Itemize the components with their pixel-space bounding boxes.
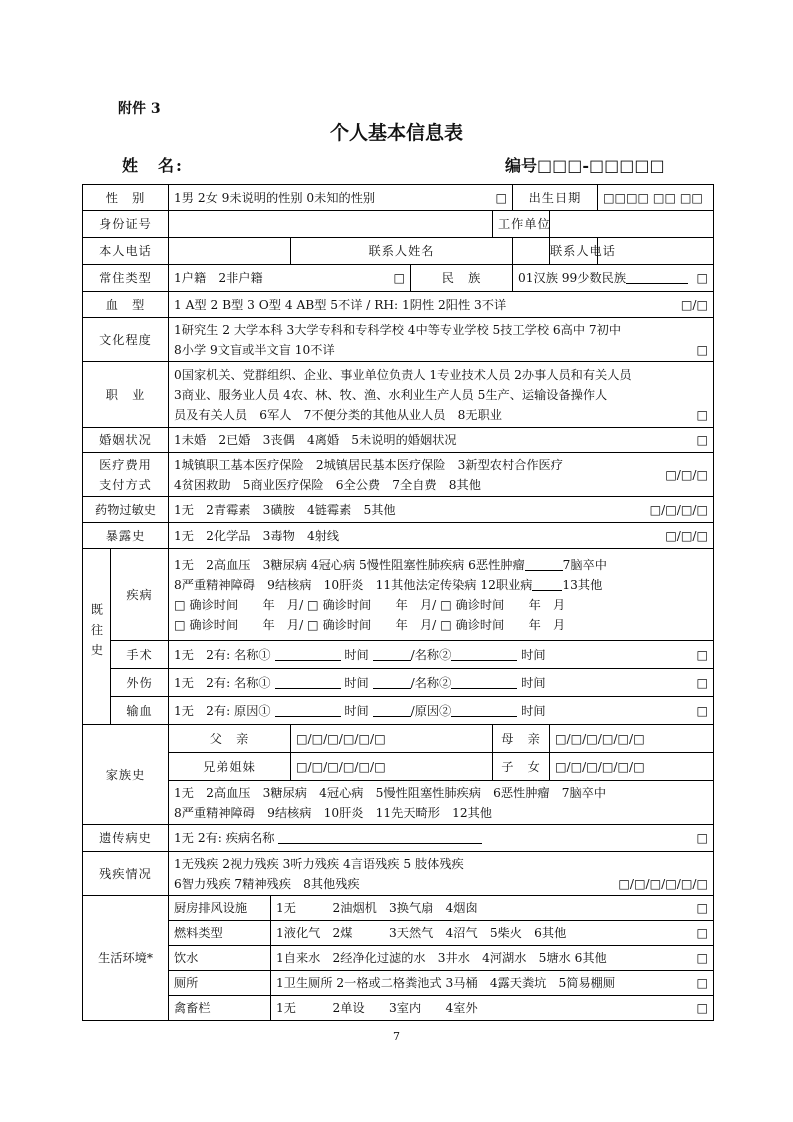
education-options[interactable] [169,318,714,362]
payment-options[interactable] [169,453,714,497]
ethnicity-options[interactable] [513,265,714,292]
env-item-label-1: 燃料类型 [169,921,271,946]
genetic-options-text: 1无 2有: 疾病名称 [174,831,275,845]
family-line-1: 1无 2高血压 3糖尿病 4冠心病 5慢性阻塞性肺疾病 6恶性肿瘤 7脑卒中 [174,785,607,800]
exposure-label: 暴露史 [83,523,169,549]
gender-label: 性 别 [83,185,169,211]
transfusion-text-4: 时间 [521,703,546,718]
transfusion-text-1: 1无 2有: 原因① [174,703,271,718]
trauma-text-2: 时间 [344,675,369,690]
payment-checkbox[interactable]: □/□/□ [665,467,708,482]
row-phone [83,238,714,265]
row-genetic [83,825,714,852]
blood-label: 血 型 [83,292,169,318]
row-residence [83,265,714,292]
genetic-label: 遗传病史 [83,825,169,852]
disability-line-2-wrap [174,874,708,894]
surgery-options[interactable] [169,641,714,669]
env-item-options-0[interactable] [271,896,714,921]
allergy-label: 药物过敏史 [83,497,169,523]
env-item-text-1: 1液化气 2煤 3天然气 4沼气 5柴火 6其他 [276,926,567,940]
row-env-livestock [83,996,714,1021]
blood-options[interactable] [169,292,714,318]
ethnicity-options-text: 01汉族 99少数民族 [518,271,627,285]
trauma-options[interactable] [169,669,714,697]
row-env-toilet [83,971,714,996]
education-line-2: 8小学 9文盲或半文盲 10不详 [174,342,335,357]
occupation-line-3-wrap [174,405,708,425]
work-field[interactable] [550,211,714,238]
row-occupation [83,362,714,428]
row-payment [83,453,714,497]
genetic-options[interactable] [169,825,714,852]
env-item-checkbox-1[interactable]: □ [696,926,708,940]
transfusion-options[interactable] [169,697,714,725]
mother-boxes[interactable]: □/□/□/□/□/□ [550,725,714,753]
code-label: 编号□□□-□□□□□ [505,156,665,175]
form-title: 个人基本信息表 [329,122,463,144]
disease-occupational-underline[interactable] [532,578,562,591]
transfusion-reason2-field[interactable] [451,704,517,717]
residence-options[interactable] [169,265,411,292]
allergy-options-text: 1无 2青霉素 3磺胺 4链霉素 5其他 [174,502,396,517]
education-line-1: 1研究生 2 大学本科 3大学专科和专科学校 4中等专业学校 5技工学校 6高中 7初中 [174,322,622,337]
disease-line-1a: 1无 2高血压 3糖尿病 4冠心病 5慢性阻塞性肺疾病 6恶性肿瘤 [174,557,525,572]
marital-options[interactable] [169,428,714,453]
family-label: 家族史 [83,725,169,825]
diag-line-2[interactable]: □ 确诊时间 年 月/ □ 确诊时间 年 月/ □ 确诊时间 年 月 [174,617,566,632]
trauma-time1-field[interactable] [373,676,411,689]
residence-options-text: 1户籍 2非户籍 [174,271,263,285]
env-item-label-0: 厨房排风设施 [169,896,271,921]
residence-label: 常住类型 [83,265,169,292]
contact-name-field[interactable] [513,238,550,265]
env-item-text-3: 1卫生厕所 2一格或二格粪池式 3马桶 4露天粪坑 5简易棚厕 [276,976,616,990]
contact-name-label: 联系人姓名 [291,238,513,265]
env-item-checkbox-0[interactable]: □ [696,901,708,915]
disease-label: 疾病 [111,549,169,641]
family-options [169,781,714,825]
surgery-time1-field[interactable] [373,648,411,661]
row-id [83,211,714,238]
row-allergy [83,497,714,523]
disease-line-2b: 13其他 [562,577,603,592]
page-number: 7 [393,1030,400,1043]
education-line-2-wrap [174,340,708,360]
surgery-text-4: 时间 [521,647,546,662]
disease-options[interactable] [169,549,714,641]
occupation-line-1: 0国家机关、党群组织、企业、事业单位负责人 1专业技术人员 2办事人员和有关人员 [174,367,632,382]
surgery-name2-field[interactable] [451,648,517,661]
env-item-label-4: 禽畜栏 [169,996,271,1021]
name-label: 姓 名: [122,156,184,175]
transfusion-time1-field[interactable] [373,704,411,717]
history-label-cell [83,549,111,725]
env-item-options-2[interactable] [271,946,714,971]
row-env-water [83,946,714,971]
trauma-text-1: 1无 2有: 名称① [174,675,271,690]
marital-options-text: 1未婚 2已婚 3丧偶 4离婚 5未说明的婚姻状况 [174,433,457,447]
blood-options-text: 1 A型 2 B型 3 O型 4 AB型 5不详 / RH: 1阴性 2阳性 3不详 [174,297,507,312]
children-boxes[interactable]: □/□/□/□/□/□ [550,753,714,781]
genetic-checkbox[interactable]: □ [696,831,708,845]
blood-checkbox[interactable]: □/□ [680,297,708,312]
occupation-label: 职 业 [83,362,169,428]
row-family-options [83,781,714,825]
occupation-line-3: 员及有关人员 6军人 7不便分类的其他从业人员 8无职业 [174,407,502,422]
gender-options[interactable] [169,185,513,211]
info-form-table [82,184,714,1021]
birth-label: 出生日期 [513,185,598,211]
payment-label [83,453,169,497]
env-item-text-4: 1无 2单设 3室内 4室外 [276,1001,478,1015]
env-item-label-2: 饮水 [169,946,271,971]
exposure-options[interactable] [169,523,714,549]
environment-label: 生活环境* [83,896,169,1021]
trauma-text-4: 时间 [521,675,546,690]
siblings-label: 兄弟姐妹 [169,753,291,781]
payment-label-1: 医疗费用 [99,457,152,472]
disease-line-2-wrap [174,575,708,595]
occupation-options[interactable] [169,362,714,428]
education-label: 文化程度 [83,318,169,362]
disability-line-2: 6智力残疾 7精神残疾 8其他残疾 [174,876,360,891]
transfusion-label: 输血 [111,697,169,725]
attachment-label: 附件 3 [118,101,161,117]
env-item-text-0: 1无 2油烟机 3换气扇 4烟囱 [276,901,478,915]
env-item-checkbox-2[interactable]: □ [696,951,708,965]
trauma-checkbox[interactable]: □ [696,675,708,690]
id-field[interactable] [169,211,493,238]
env-item-options-4[interactable] [271,996,714,1021]
row-history-trauma [83,669,714,697]
residence-checkbox[interactable]: □ [393,271,405,285]
disability-label: 残疾情况 [83,852,169,896]
disease-line-2a: 8严重精神障碍 9结核病 10肝炎 11其他法定传染病 12职业病 [174,577,533,592]
payment-line-1: 1城镇职工基本医疗保险 2城镇居民基本医疗保险 3新型农村合作医疗 [174,457,563,472]
phone-label: 本人电话 [83,238,169,265]
env-item-options-1[interactable] [271,921,714,946]
family-line-2: 8严重精神障碍 9结核病 10肝炎 11先天畸形 12其他 [174,805,492,820]
trauma-name2-field[interactable] [451,676,517,689]
exposure-checkbox[interactable]: □/□/□ [665,528,708,543]
id-label: 身份证号 [83,211,169,238]
ethnicity-underline[interactable] [626,271,688,284]
surgery-text-3: /名称② [410,647,452,662]
transfusion-text-3: /原因② [410,703,452,718]
occupation-checkbox[interactable]: □ [696,407,708,422]
row-blood [83,292,714,318]
env-item-checkbox-4[interactable]: □ [696,1001,708,1015]
diag-line-1[interactable]: □ 确诊时间 年 月/ □ 确诊时间 年 月/ □ 确诊时间 年 月 [174,597,566,612]
surgery-checkbox[interactable]: □ [696,647,708,662]
disease-line-1-wrap [174,555,708,575]
disability-options[interactable] [169,852,714,896]
transfusion-checkbox[interactable]: □ [696,703,708,718]
env-item-label-3: 厕所 [169,971,271,996]
row-marital [83,428,714,453]
surgery-label: 手术 [111,641,169,669]
ethnicity-label: 民 族 [411,265,513,292]
children-label: 子 女 [493,753,550,781]
env-item-checkbox-3[interactable]: □ [696,976,708,990]
genetic-name-field[interactable] [278,831,482,844]
env-item-text-2: 1自来水 2经净化过滤的水 3井水 4河湖水 5塘水 6其他 [276,951,607,965]
marital-checkbox[interactable]: □ [696,433,708,447]
payment-line-2: 4贫困救助 5商业医疗保险 6全公费 7全自费 8其他 [174,477,481,492]
row-family-parents [83,725,714,753]
father-boxes[interactable]: □/□/□/□/□/□ [291,725,493,753]
transfusion-reason1-field[interactable] [275,704,341,717]
row-history-disease [83,549,714,641]
disease-line-1b: 7脑卒中 [562,557,607,572]
allergy-options[interactable] [169,497,714,523]
siblings-boxes[interactable]: □/□/□/□/□/□ [291,753,493,781]
surgery-text-2: 时间 [344,647,369,662]
birth-boxes[interactable]: □□□□ □□ □□ [598,185,714,211]
surgery-text-1: 1无 2有: 名称① [174,647,271,662]
row-disability [83,852,714,896]
row-env-kitchen [83,896,714,921]
history-label: 既往史 [89,603,104,664]
trauma-label: 外伤 [111,669,169,697]
row-history-transfusion [83,697,714,725]
payment-label-2: 支付方式 [99,477,152,492]
exposure-options-text: 1无 2化学品 3毒物 4射线 [174,528,340,543]
disease-tumor-underline[interactable] [525,558,563,571]
occupation-line-2: 3商业、服务业人员 4农、林、牧、渔、水利业生产人员 5生产、运输设备操作人 [174,387,608,402]
trauma-text-3: /名称② [410,675,452,690]
row-gender [83,185,714,211]
row-family-siblings [83,753,714,781]
gender-options-text: 1男 2女 9未说明的性别 0未知的性别 [174,190,376,205]
transfusion-text-2: 时间 [344,703,369,718]
allergy-checkbox[interactable]: □/□/□/□ [649,502,708,517]
ethnicity-checkbox[interactable]: □ [696,271,708,285]
row-env-fuel [83,921,714,946]
trauma-name1-field[interactable] [275,676,341,689]
env-item-options-3[interactable] [271,971,714,996]
row-history-surgery [83,641,714,669]
education-checkbox[interactable]: □ [696,342,708,357]
phone-field[interactable] [169,238,291,265]
father-label: 父 亲 [169,725,291,753]
surgery-name1-field[interactable] [275,648,341,661]
gender-checkbox[interactable]: □ [495,190,507,205]
row-education [83,318,714,362]
mother-label: 母 亲 [493,725,550,753]
marital-label: 婚姻状况 [83,428,169,453]
disability-line-1: 1无残疾 2视力残疾 3听力残疾 4言语残疾 5 肢体残疾 [174,856,464,871]
work-label: 工作单位 [493,211,550,238]
row-exposure [83,523,714,549]
disability-checkbox[interactable]: □/□/□/□/□/□ [618,876,708,891]
contact-phone-label: 联系人电话 [550,238,598,265]
